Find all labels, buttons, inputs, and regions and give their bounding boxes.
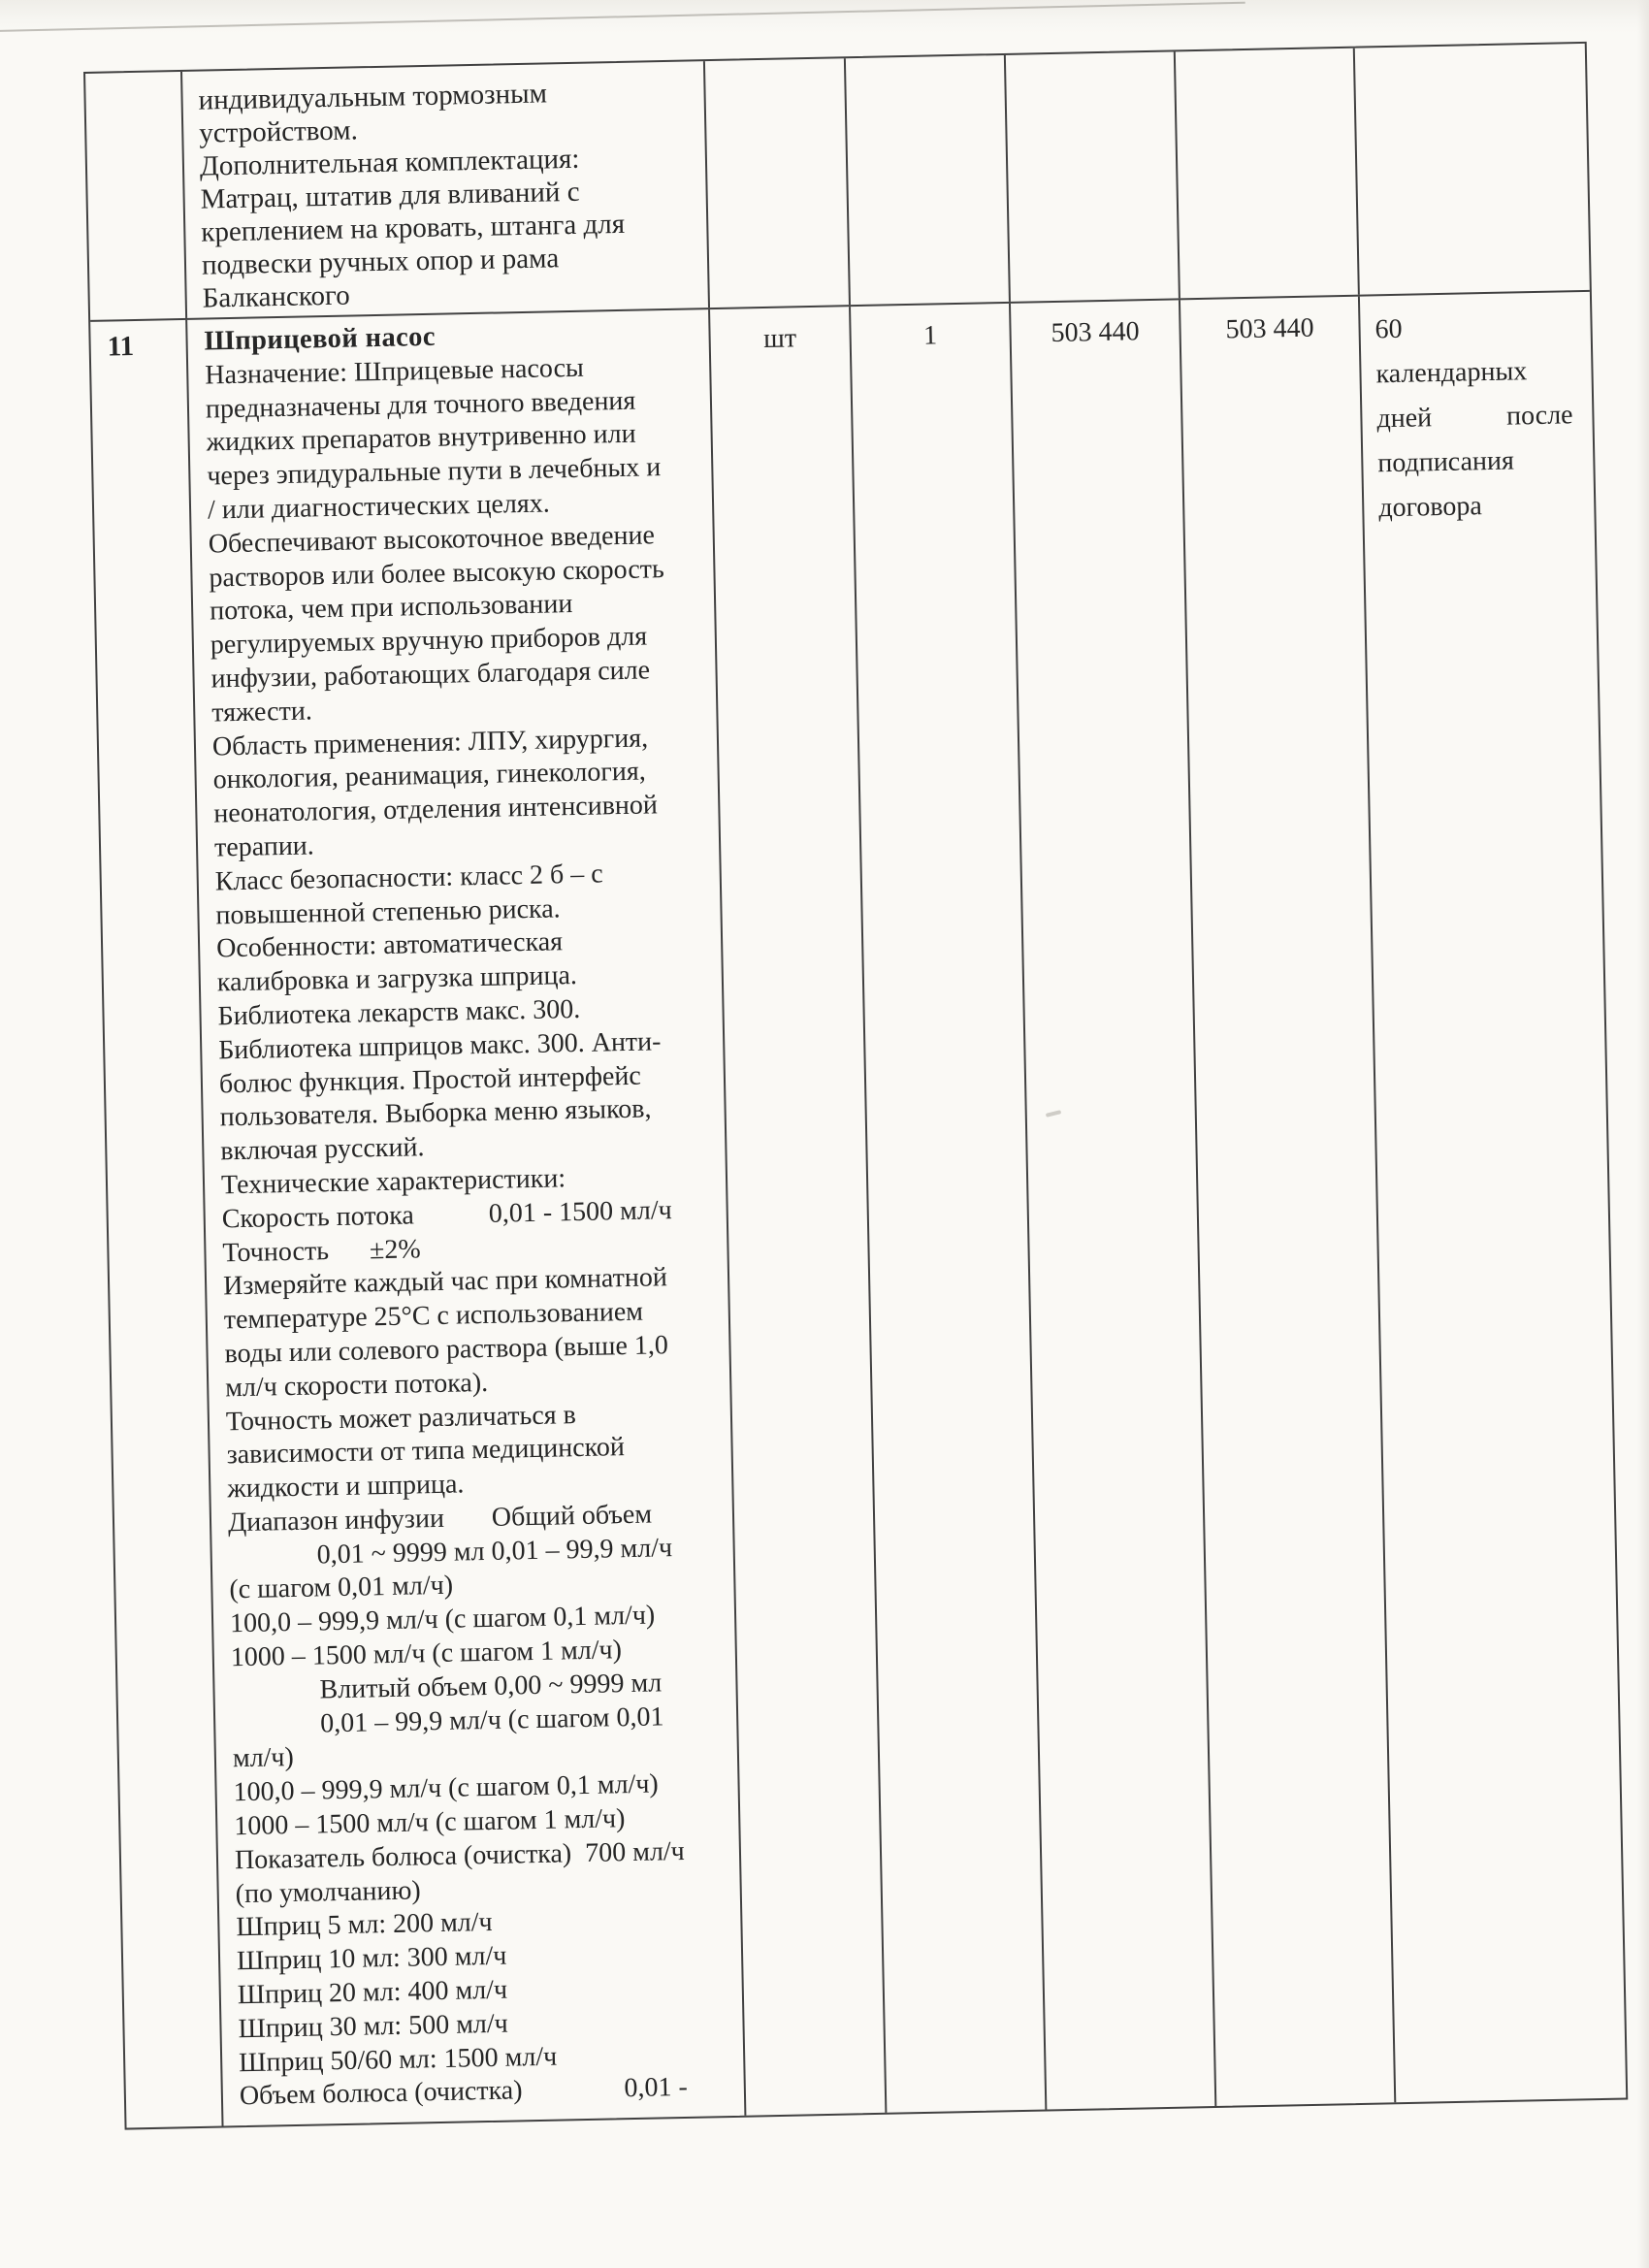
description-line: индивидуальным тормозным <box>198 78 548 116</box>
description-line: неонатология, отделения интенсивной <box>213 790 659 829</box>
description-line: инфузии, работающих благодаря силе <box>210 655 651 695</box>
cell-description-continuation <box>182 61 710 318</box>
row-item-11 <box>90 290 1626 2128</box>
description-line: Матрац, штатив для вливаний с <box>200 176 580 215</box>
delivery-line: 60 <box>1374 313 1403 345</box>
description-line: регулируемых вручную приборов для <box>210 621 648 661</box>
description-line: Библиотека лекарств макс. 300. <box>217 993 581 1032</box>
description-line: Точность может различаться в <box>225 1399 577 1437</box>
description-line: креплением на кровать, штанга для <box>201 208 626 248</box>
description-line: Особенности: автоматическая <box>215 926 564 964</box>
description-line: Шприц 20 мл: 400 мл/ч <box>237 1974 508 2011</box>
description-line: жидких препаратов внутривенно или <box>206 419 636 458</box>
cell-delivery-empty <box>1355 44 1590 295</box>
description-line: Объем болюса (очистка) 0,01 - <box>239 2072 689 2112</box>
description-line: устройством. <box>198 114 359 149</box>
cell-total-price <box>1180 297 1396 2106</box>
description-line: / или диагностических целях. <box>207 488 551 526</box>
description-line: Точность ±2% <box>222 1233 421 1268</box>
description-line: потока, чем при использовании <box>209 589 573 627</box>
description-line: Область применения: ЛПУ, хирургия, <box>211 723 649 762</box>
description-line: 1000 – 1500 мл/ч (с шагом 1 мл/ч) <box>230 1635 623 1673</box>
description-line: через эпидуральные пути в лечебных и <box>207 452 662 492</box>
description-line: Дополнительная комплектация: <box>199 143 580 182</box>
description-line: 100,0 – 999,9 мл/ч (с шагом 0,1 мл/ч) <box>233 1768 660 1808</box>
description-line: Класс безопасности: класс 2 б – с <box>214 859 603 897</box>
cell-unit-empty <box>705 58 851 308</box>
description-line: растворов или более высокую скорость <box>209 553 665 594</box>
description-line: мл/ч скорости потока). <box>224 1367 489 1404</box>
total-price-value: 503 440 <box>1225 312 1314 345</box>
unit-value: шт <box>762 323 797 354</box>
description-line: повышенной степенью риска. <box>215 892 561 930</box>
scan-right-edge-shade <box>1637 0 1649 2268</box>
description-line: Назначение: Шприцевые насосы <box>204 352 585 391</box>
quantity-value: 1 <box>922 320 938 351</box>
description-line: болюс функция. Простой интерфейс <box>218 1060 642 1099</box>
description-line: Шприц 50/60 мл: 1500 мл/ч <box>238 2041 558 2078</box>
cell-delivery <box>1360 292 1626 2102</box>
description-line: терапии. <box>213 830 315 863</box>
delivery-line: календарных <box>1375 356 1528 390</box>
description-line: пользователя. Выборка меню языков, <box>219 1093 652 1133</box>
description-line: Технические характеристики: <box>220 1163 566 1201</box>
description-line: жидкости и шприца. <box>227 1469 465 1505</box>
description-line: 100,0 – 999,9 мл/ч (с шагом 0,1 мл/ч) <box>229 1600 656 1639</box>
description-line: 1000 – 1500 мл/ч (с шагом 1 мл/ч) <box>234 1803 626 1842</box>
cell-unit-price-empty <box>1006 51 1180 301</box>
spec-table <box>83 42 1628 2130</box>
description-line: подвески ручных опор и рама <box>201 243 560 281</box>
delivery-line: подписания <box>1377 445 1515 479</box>
row-continuation <box>85 44 1590 320</box>
description-line: Обеспечивают высокоточное введение <box>208 520 656 560</box>
description-line: Библиотека шприцов макс. 300. Анти- <box>217 1025 662 1066</box>
row-number: 11 <box>107 331 135 363</box>
cell-row-number-empty <box>85 72 187 320</box>
description-line: Измеряйте каждый час при комнатной <box>222 1262 668 1302</box>
description-line: предназначены для точного введения <box>205 385 636 425</box>
description-line: Шприц 30 мл: 500 мл/ч <box>238 2008 509 2045</box>
unit-price-value: 503 440 <box>1051 316 1140 349</box>
description-line: Влитый объем 0,00 ~ 9999 мл <box>231 1668 663 1707</box>
cell-total-price-empty <box>1176 49 1360 299</box>
description-line: 0,01 – 99,9 мл/ч (с шагом 0,01 <box>231 1701 664 1740</box>
delivery-line: договора <box>1377 491 1483 524</box>
description-line: тяжести. <box>210 696 313 729</box>
description-line: Шприц 10 мл: 300 мл/ч <box>236 1940 507 1977</box>
description-line: Шприц 5 мл: 200 мл/ч <box>236 1907 493 1943</box>
item-title: Шприцевой насос <box>204 321 436 357</box>
description-line: Скорость потока 0,01 - 1500 мл/ч <box>221 1194 672 1235</box>
cell-description <box>187 309 746 2125</box>
description-line: включая русский. <box>220 1132 425 1167</box>
description-line: температуре 25°С с использованием <box>223 1296 644 1336</box>
description-line: Показатель болюса (очистка) 700 мл/ч <box>234 1835 686 1876</box>
description-line: (по умолчанию) <box>235 1875 421 1909</box>
scan-top-shade <box>0 0 1649 33</box>
description-line: 0,01 ~ 9999 мл 0,01 – 99,9 мл/ч <box>228 1532 673 1571</box>
delivery-line: дней после <box>1376 400 1573 435</box>
description-line: мл/ч) <box>232 1742 295 1774</box>
description-line: Диапазон инфузии Общий объем <box>227 1499 653 1539</box>
description-line: воды или солевого раствора (выше 1,0 <box>224 1330 669 1370</box>
cell-quantity-empty <box>846 55 1011 305</box>
description-line: (с шагом 0,01 мл/ч) <box>229 1571 454 1605</box>
description-line: калибровка и загрузка шприца. <box>216 960 578 998</box>
description-line: онкология, реанимация, гинекология, <box>212 756 647 795</box>
description-line: зависимости от типа медицинской <box>226 1432 626 1471</box>
description-line: Балканского <box>202 279 350 314</box>
